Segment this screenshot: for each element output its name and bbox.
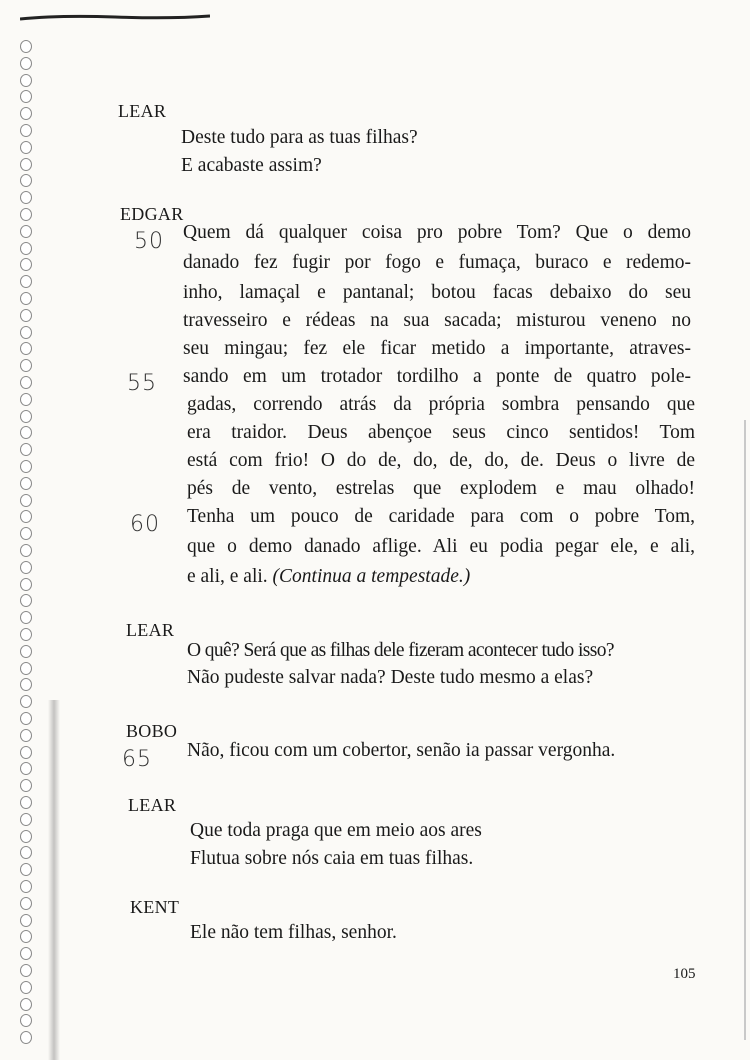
- binding-hole: [20, 645, 32, 658]
- binding-hole: [20, 594, 32, 607]
- binding-hole: [20, 796, 32, 809]
- binding-hole: [20, 813, 32, 826]
- binding-hole: [20, 712, 32, 725]
- binding-hole: [20, 410, 32, 423]
- line-number-60: 60: [130, 512, 160, 537]
- binding-hole: [20, 964, 32, 977]
- line-number-65: 65: [122, 747, 152, 772]
- verse-line: Flutua sobre nós caia em tuas filhas.: [190, 848, 474, 869]
- binding-hole: [20, 124, 32, 137]
- binding-hole: [20, 309, 32, 322]
- prose-line: danado fez fugir por fogo e fumaça, buraco e redemo-: [183, 252, 691, 273]
- binding-hole: [20, 510, 32, 523]
- binding-hole: [20, 393, 32, 406]
- binding-hole: [20, 561, 32, 574]
- stage-direction: (Continua a tempestade.): [272, 566, 471, 587]
- verse-line: Ele não tem filhas, senhor.: [190, 922, 397, 943]
- binding-hole: [20, 762, 32, 775]
- prose-line-last: [187, 566, 470, 588]
- verse-line: Deste tudo para as tuas filhas?: [181, 127, 418, 148]
- prose-text: e ali, e ali.: [187, 566, 268, 587]
- line-number-55: 55: [127, 371, 157, 396]
- page-number: 105: [673, 966, 696, 982]
- binding-hole: [20, 359, 32, 372]
- speaker-lear-2: LEAR: [126, 620, 175, 640]
- binding-hole: [20, 191, 32, 204]
- prose-line: sando em um trotador tordilho a ponte de quatro pole-: [183, 366, 691, 387]
- verse-line: Não, ficou com um cobertor, senão ia passar vergonha.: [187, 740, 616, 761]
- binding-hole: [20, 460, 32, 473]
- speaker-lear-3: LEAR: [128, 795, 177, 815]
- binding-hole: [20, 578, 32, 591]
- binding-hole: [20, 258, 32, 271]
- binding-hole: [20, 208, 32, 221]
- binding-hole: [20, 695, 32, 708]
- binding-holes: [14, 40, 44, 1050]
- binding-hole: [20, 494, 32, 507]
- binding-hole: [20, 998, 32, 1011]
- binding-hole: [20, 897, 32, 910]
- binding-hole: [20, 275, 32, 288]
- binding-hole: [20, 779, 32, 792]
- prose-line: pés de vento, estrelas que explodem e mau olhado!: [187, 478, 695, 499]
- prose-line: que o demo danado aflige. Ali eu podia pegar ele, e ali,: [187, 536, 695, 557]
- binding-hole: [20, 729, 32, 742]
- binding-hole: [20, 477, 32, 490]
- verse-line: Que toda praga que em meio aos ares: [190, 820, 482, 841]
- binding-hole: [20, 242, 32, 255]
- prose-line: Quem dá qualquer coisa pro pobre Tom? Que o demo: [183, 222, 691, 243]
- binding-hole: [20, 981, 32, 994]
- binding-hole: [20, 443, 32, 456]
- speaker-kent: KENT: [130, 897, 180, 917]
- binding-hole: [20, 326, 32, 339]
- binding-hole: [20, 1031, 32, 1044]
- binding-hole: [20, 1014, 32, 1027]
- binding-shadow: [48, 700, 60, 1060]
- binding-hole: [20, 830, 32, 843]
- binding-hole: [20, 746, 32, 759]
- prose-line: Tenha um pouco de caridade para com o pobre Tom,: [187, 506, 695, 527]
- top-pen-stroke: [20, 13, 210, 23]
- binding-hole: [20, 662, 32, 675]
- binding-hole: [20, 376, 32, 389]
- binding-hole: [20, 544, 32, 557]
- line-number-50: 50: [134, 229, 164, 254]
- binding-hole: [20, 947, 32, 960]
- binding-hole: [20, 107, 32, 120]
- prose-line: inho, lamaçal e pantanal; botou facas debaixo do seu: [183, 282, 691, 303]
- verse-line: Não pudeste salvar nada? Deste tudo mesmo a elas?: [187, 667, 594, 688]
- page-edge: [744, 420, 746, 1040]
- binding-hole: [20, 527, 32, 540]
- verse-line: O quê? Será que as filhas dele fizeram acontecer tudo isso?: [187, 640, 614, 661]
- binding-hole: [20, 342, 32, 355]
- binding-hole: [20, 678, 32, 691]
- binding-hole: [20, 880, 32, 893]
- prose-line: era traidor. Deus abençoe seus cinco sentidos! Tom: [187, 422, 695, 443]
- binding-hole: [20, 628, 32, 641]
- prose-line: está com frio! O do de, do, de, do, de. Deus o livre de: [187, 450, 695, 471]
- binding-hole: [20, 174, 32, 187]
- binding-hole: [20, 846, 32, 859]
- binding-hole: [20, 158, 32, 171]
- binding-hole: [20, 225, 32, 238]
- binding-hole: [20, 930, 32, 943]
- binding-hole: [20, 863, 32, 876]
- binding-hole: [20, 57, 32, 70]
- speaker-bobo: BOBO: [126, 721, 178, 741]
- prose-line: gadas, correndo atrás da própria sombra pensando que: [187, 394, 695, 415]
- binding-hole: [20, 74, 32, 87]
- binding-hole: [20, 426, 32, 439]
- binding-hole: [20, 292, 32, 305]
- binding-hole: [20, 40, 32, 53]
- verse-line: E acabaste assim?: [181, 155, 322, 176]
- prose-line: travesseiro e rédeas na sua sacada; misturou veneno no: [183, 310, 691, 331]
- binding-hole: [20, 914, 32, 927]
- binding-hole: [20, 90, 32, 103]
- binding-hole: [20, 611, 32, 624]
- prose-line: seu mingau; fez ele ficar metido a importante, atraves-: [183, 338, 691, 359]
- speaker-lear-1: LEAR: [118, 101, 167, 121]
- binding-hole: [20, 141, 32, 154]
- speaker-edgar: EDGAR: [120, 204, 184, 224]
